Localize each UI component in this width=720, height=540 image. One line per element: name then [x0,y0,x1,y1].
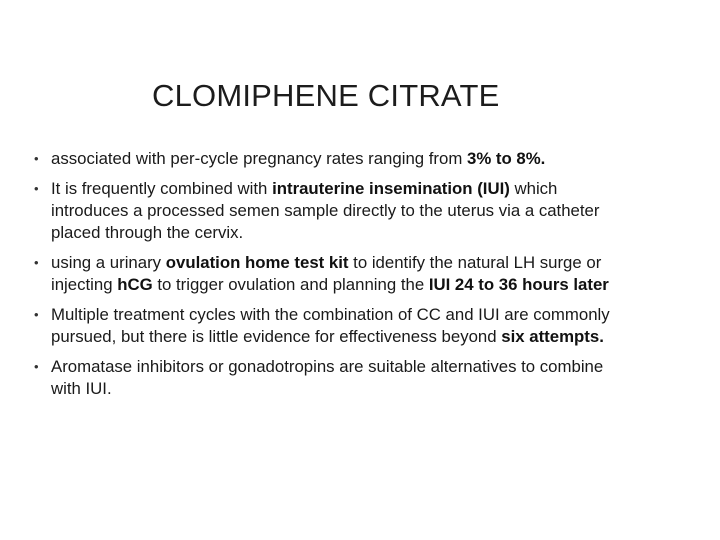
bullet-text: Multiple treatment cycles with the combination of CC and IUI are commonly [51,305,610,324]
bullet-text: Aromatase inhibitors or gonadotropins are suitable alternatives to combine [51,357,604,376]
bullet-emphasis: six attempts. [501,327,604,346]
bullet-text: pursued, but there is little evidence for effectiveness beyond [51,327,502,346]
bullet-text: to identify the natural LH surge or [348,253,602,272]
bullet-line [51,304,674,326]
bullet-text: using a urinary [51,253,166,272]
bullet-marker: • [34,151,39,166]
bullet-line [51,326,674,348]
bullet-emphasis: 3% to 8%. [467,149,546,168]
bullet-text: injecting [51,275,118,294]
bullet-text: placed through the cervix. [51,223,244,242]
bullet-line [51,378,674,400]
bullet-line [51,252,674,274]
bullet-marker: • [34,255,39,270]
bullet-list [34,148,674,408]
bullet-text: which [509,179,558,198]
bullet-item [34,252,674,296]
bullet-emphasis: IUI 24 to 36 hours later [428,275,609,294]
bullet-text: associated with per-cycle pregnancy rates ranging from [51,149,467,168]
bullet-line [51,274,674,296]
bullet-emphasis: hCG [117,275,153,294]
bullet-item [34,178,674,244]
bullet-line [51,178,674,200]
bullet-item [34,304,674,348]
bullet-text: It is frequently combined with [51,179,273,198]
slide-title: CLOMIPHENE CITRATE [152,78,500,113]
bullet-emphasis: intrauterine insemination (IUI) [272,179,510,198]
bullet-text: to trigger ovulation and planning the [152,275,429,294]
bullet-line [51,222,674,244]
bullet-line [51,148,674,170]
bullet-line [51,356,674,378]
bullet-text: introduces a processed semen sample directly to the uterus via a catheter [51,201,600,220]
bullet-item [34,356,674,400]
bullet-text: with IUI. [51,379,112,398]
bullet-line [51,200,674,222]
bullet-emphasis: ovulation home test kit [165,253,349,272]
bullet-marker: • [34,359,39,374]
bullet-marker: • [34,307,39,322]
bullet-item [34,148,674,170]
bullet-marker: • [34,181,39,196]
